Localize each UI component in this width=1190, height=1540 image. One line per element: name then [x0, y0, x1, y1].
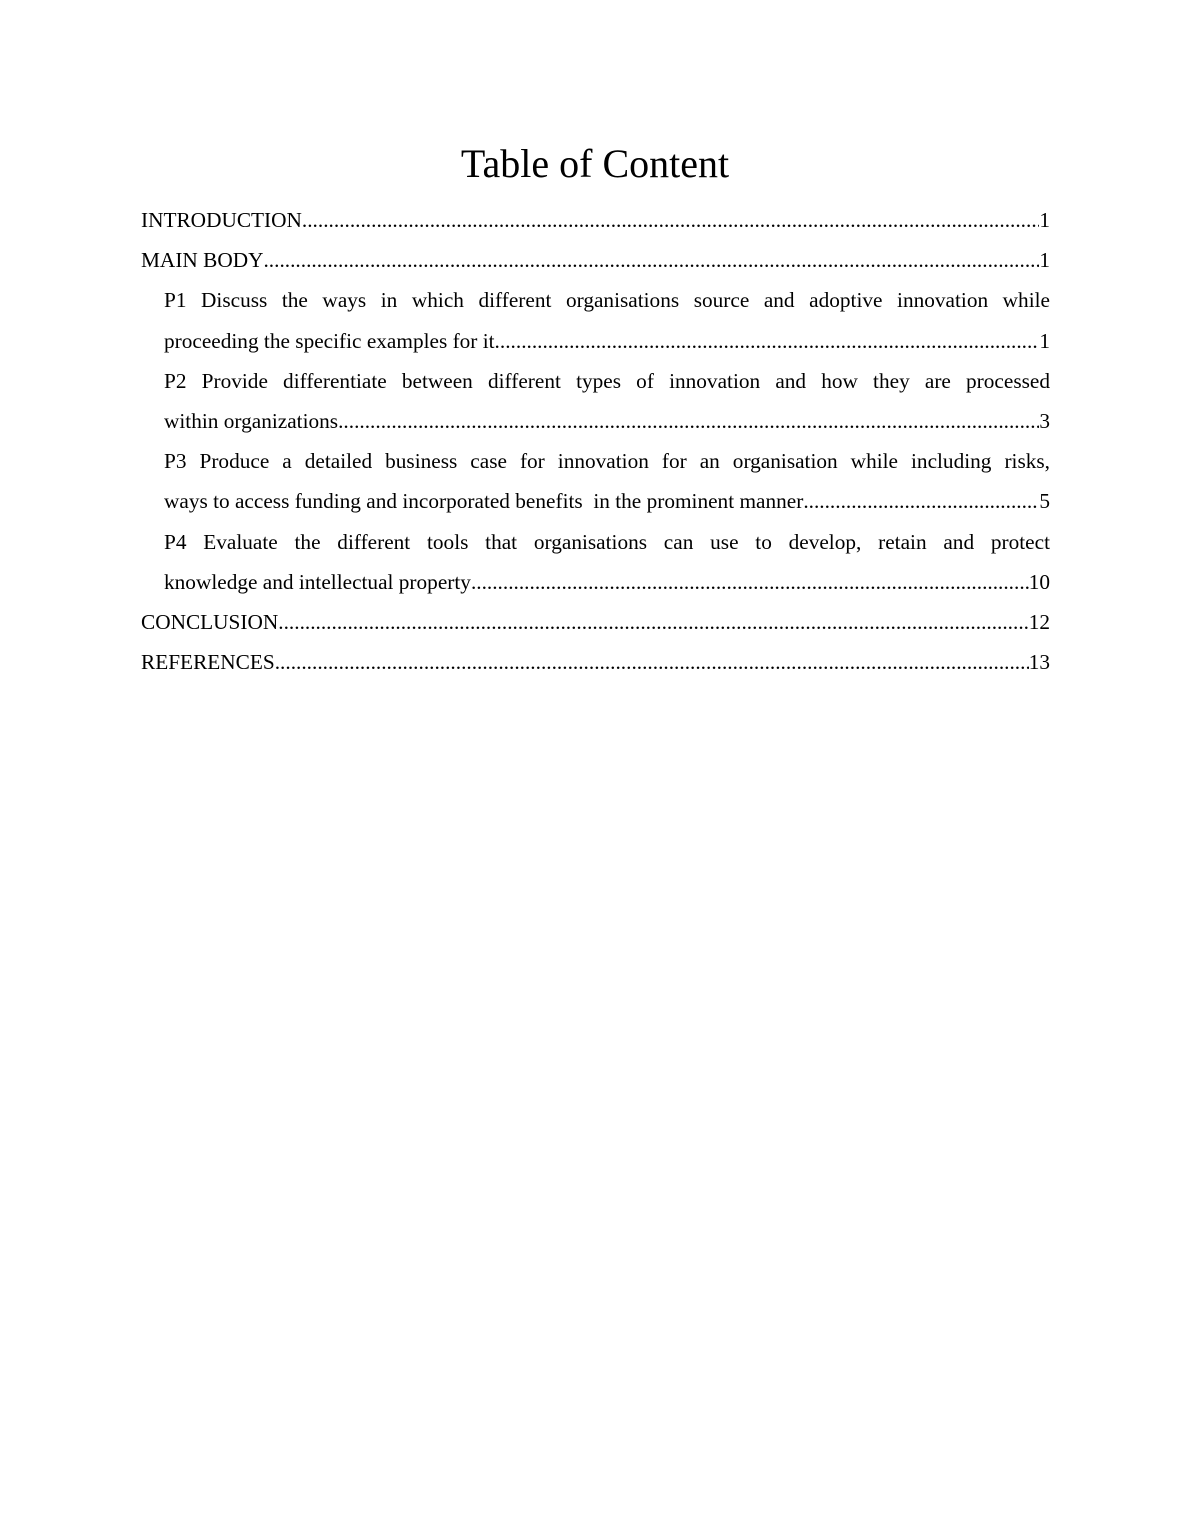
- dot-leader: [275, 642, 1029, 682]
- toc-entry-text: REFERENCES: [141, 650, 275, 675]
- dot-leader: [471, 562, 1029, 602]
- toc-title: Table of Content: [460, 141, 730, 186]
- toc-page-number: 1: [1039, 328, 1050, 353]
- toc-line: [164, 562, 1050, 602]
- toc-entry-text: INTRODUCTION: [141, 208, 302, 232]
- toc-entry-p4[interactable]: [141, 522, 1050, 602]
- dot-leader: [803, 481, 1039, 521]
- dot-leader: [278, 602, 1028, 642]
- dot-leader: [500, 321, 1039, 361]
- toc-entry-text: CONCLUSION: [141, 610, 279, 635]
- toc-list: [141, 200, 1050, 682]
- toc-entry-p1[interactable]: [141, 280, 1050, 360]
- toc-entry-text-line-1: P1 Discuss the ways in which different organisations source and adoptive innovation while: [164, 288, 1050, 313]
- toc-page-number: 1: [1039, 248, 1050, 273]
- toc-entry-conclusion[interactable]: [141, 602, 1050, 642]
- toc-line: [164, 401, 1050, 441]
- toc-entry-references[interactable]: [141, 642, 1050, 682]
- toc-entry-text: MAIN BODY: [141, 248, 264, 273]
- toc-page-number: 10: [1028, 569, 1050, 594]
- toc-page-number: 13: [1028, 650, 1050, 675]
- toc-entry-introduction[interactable]: [141, 200, 1050, 240]
- toc-page-number: 3: [1039, 409, 1050, 434]
- toc-entry-p2[interactable]: [141, 361, 1050, 441]
- toc-entry-text-line-1: P2 Provide differentiate between different types of innovation and how they are processed: [164, 368, 1050, 393]
- dot-leader: [302, 200, 1039, 240]
- toc-entry-main-body[interactable]: [141, 240, 1050, 280]
- toc-entry-text-line-1: P4 Evaluate the different tools that organisations can use to develop, retain and protect: [164, 529, 1050, 554]
- toc-page-number: 1: [1039, 208, 1050, 232]
- toc-page-number: 5: [1039, 489, 1050, 514]
- dot-leader: [338, 401, 1039, 441]
- toc-line: [141, 240, 1050, 280]
- toc-page-number: 12: [1028, 610, 1050, 635]
- dot-leader: [263, 240, 1039, 280]
- toc-line: [141, 602, 1050, 642]
- toc-entry-text-line-2: ways to access funding and incorporated benefits in the prominent manner: [164, 489, 804, 514]
- toc-entry-text-line-2: proceeding the specific examples for it.: [164, 328, 500, 353]
- toc-entry-p3[interactable]: [141, 441, 1050, 521]
- toc-line: [141, 200, 1050, 240]
- toc-entry-text-line-2: knowledge and intellectual property: [164, 569, 471, 594]
- toc-entry-text-line-2: within organizations: [164, 409, 339, 434]
- toc-line: [164, 481, 1050, 521]
- toc-line: [164, 321, 1050, 361]
- toc-entry-text-line-1: P3 Produce a detailed business case for innovation for an organisation while including risks,: [164, 449, 1050, 474]
- toc-line: [141, 642, 1050, 682]
